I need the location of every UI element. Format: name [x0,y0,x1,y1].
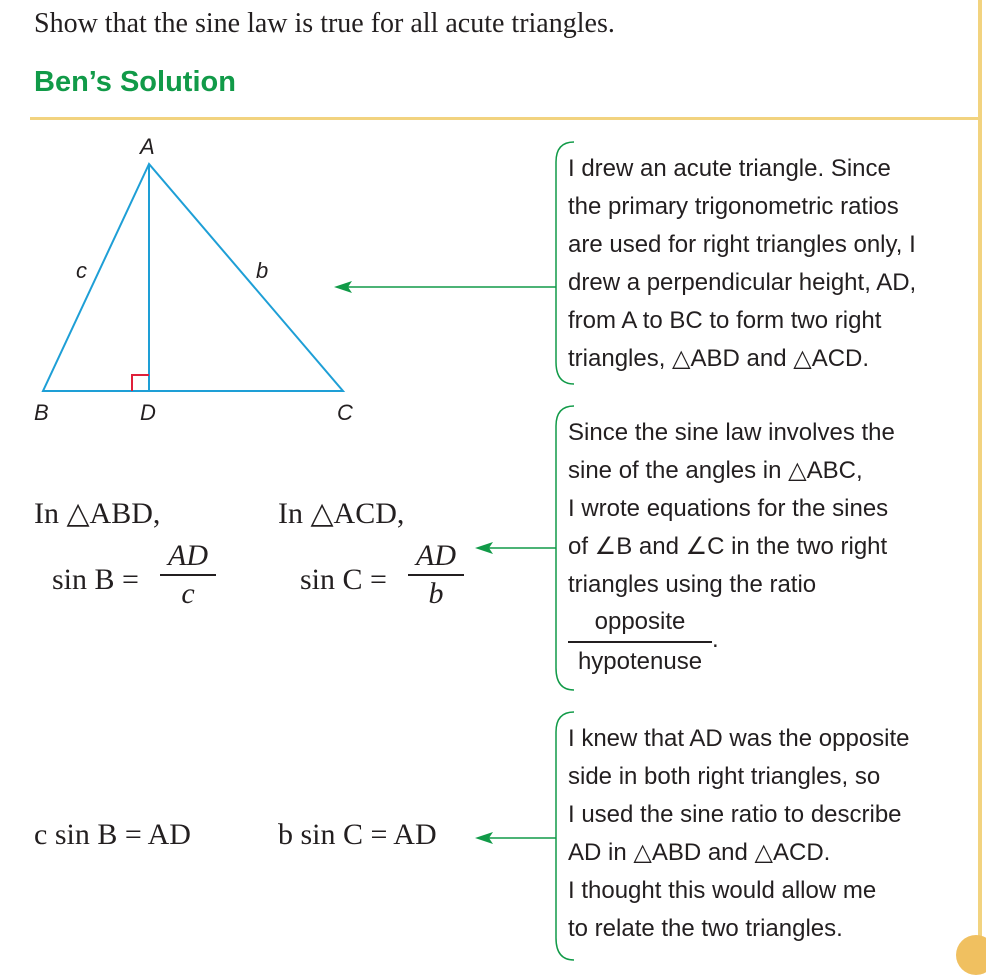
sin-c-fraction [408,540,464,610]
arrow-1 [334,281,556,293]
ratio-fraction [568,606,712,678]
c-sin-b-equation: c sin B = AD [34,818,191,851]
note-2-line-5: triangles using the ratio [568,571,817,598]
note-1-line-3: are used for right triangles only, I [568,231,916,258]
right-angle-marker [132,375,149,391]
note-2-line-3: I wrote equations for the sines [568,495,889,522]
note-3-line-3: I used the sine ratio to describe [568,801,902,828]
b-sin-c-equation: b sin C = AD [278,818,437,851]
sin-c-denominator: b [428,577,444,610]
note-1-line-2: the primary trigonometric ratios [568,193,899,220]
note-1-line-6: triangles, △ABD and △ACD. [568,345,870,372]
solution-heading: Ben’s Solution [34,66,236,98]
note-3-line-4: AD in △ABD and △ACD. [568,839,831,866]
foot-label-d: D [140,400,156,425]
note-3-line-6: to relate the two triangles. [568,915,843,942]
note-1-line-5: from A to BC to form two right [568,307,882,334]
ratio-numerator: opposite [594,608,686,635]
ratio-period: . [712,626,719,653]
sin-c-numerator: AD [416,539,456,572]
sin-b-fraction [160,540,216,610]
explanation-note-2 [568,414,980,604]
arrow-3 [475,832,556,844]
note-2-line-1: Since the sine law involves the [568,419,895,446]
ratio-denominator: hypotenuse [577,647,703,675]
note-3-line-2: side in both right triangles, so [568,763,881,790]
note-2-line-2: sine of the angles in △ABC, [568,457,863,484]
note-1-line-1: I drew an acute triangle. Since [568,155,891,182]
note-3-line-5: I thought this would allow me [568,877,877,904]
note-2-line-4: of ∠B and ∠C in the two right [568,533,888,560]
side-label-c: c [76,258,87,283]
arrow-2 [475,542,556,554]
in-abd-label: In △ABD, [34,497,161,530]
note-1-line-4: drew a perpendicular height, AD, [568,269,917,296]
vertex-label-b: B [34,400,49,425]
sin-b-lhs: sin B = [52,563,139,596]
vertex-label-c: C [337,400,353,425]
triangle-abc [43,164,343,391]
sin-b-numerator: AD [168,539,208,572]
vertex-label-a: A [140,134,155,159]
explanation-note-3 [568,720,980,948]
note-3-line-1: I knew that AD was the opposite [568,725,910,752]
explanation-note-1 [568,150,980,378]
problem-prompt: Show that the sine law is true for all acute triangles. [34,8,615,39]
sin-b-denominator: c [181,577,195,610]
side-label-b: b [256,258,269,283]
sin-c-lhs: sin C = [300,563,387,596]
in-acd-label: In △ACD, [278,497,405,530]
